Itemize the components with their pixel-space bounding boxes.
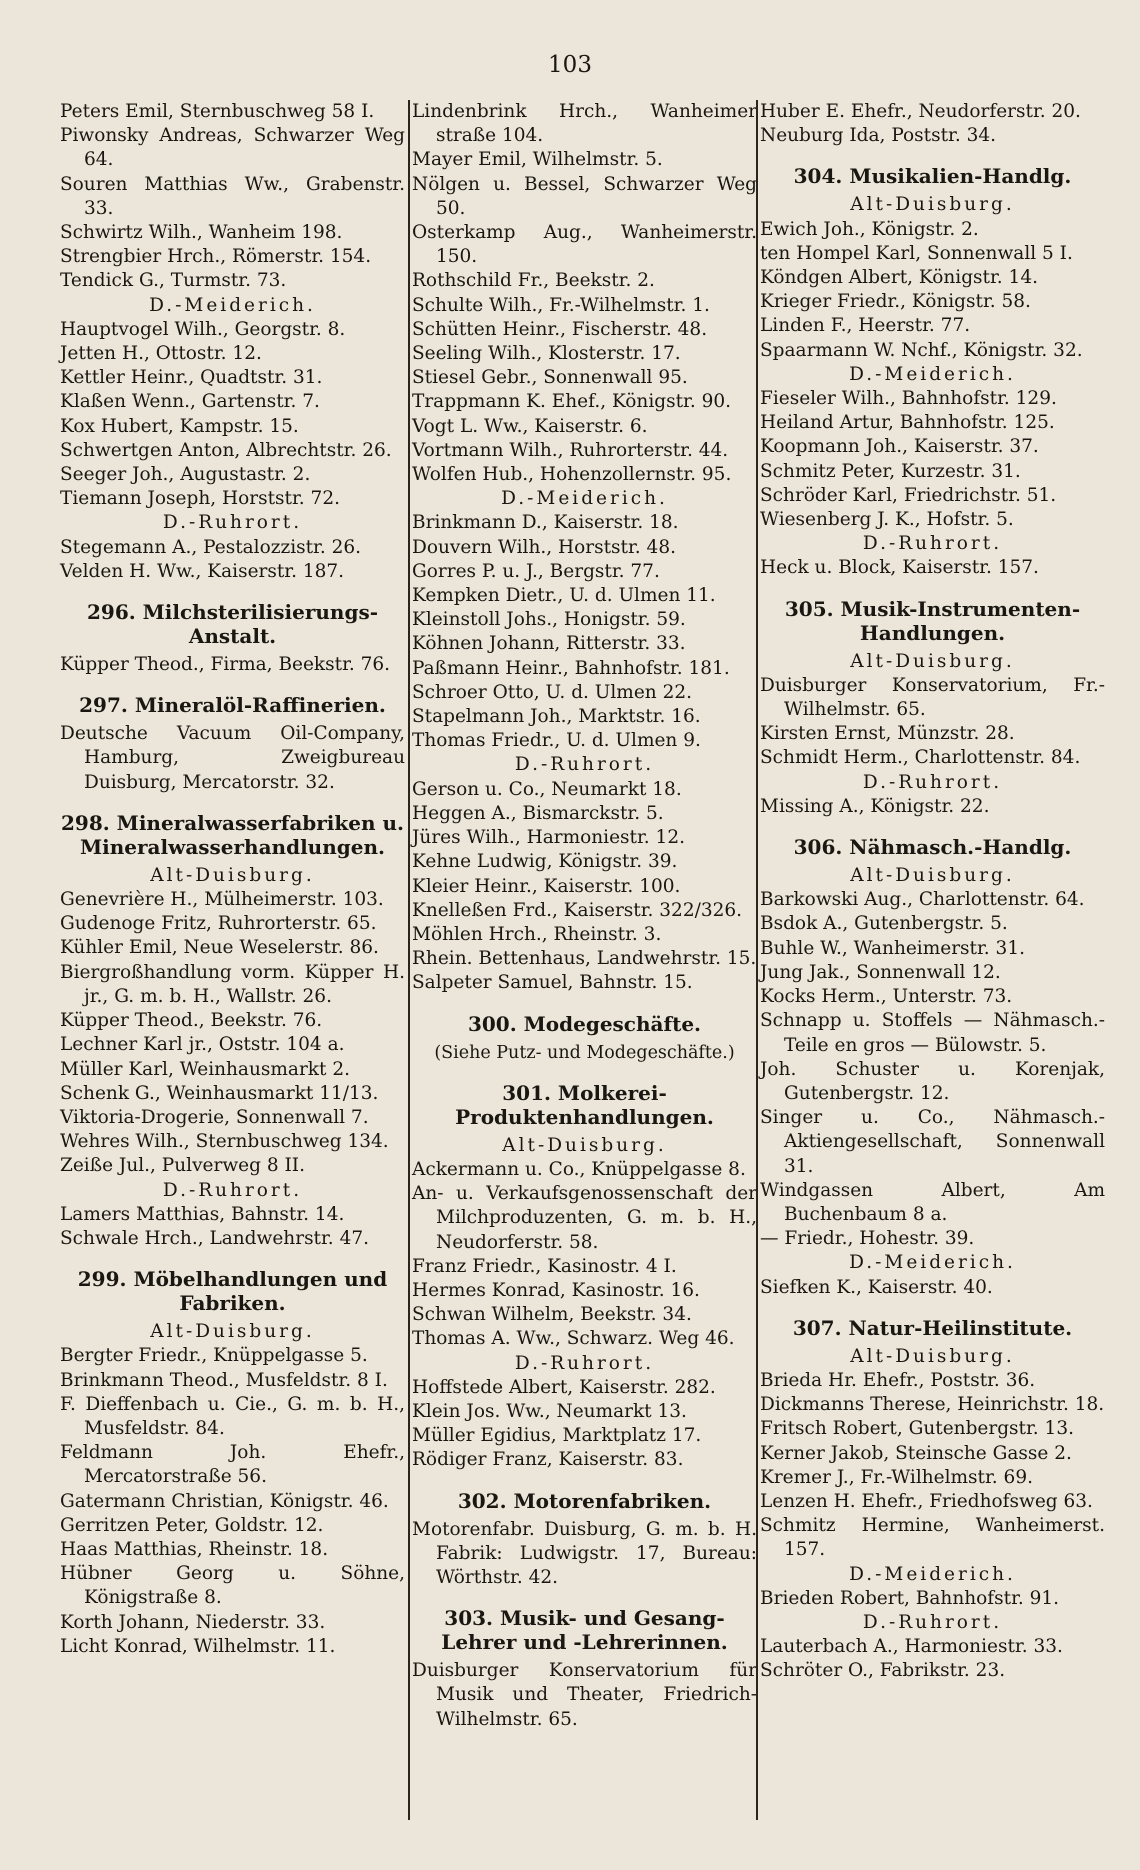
section-heading: 297. Mineralöl-Raffinerien. bbox=[79, 693, 386, 718]
directory-entry: Biergroßhandlung vorm. Küpper H. jr., G. m. b. H., Wallstr. 26. bbox=[60, 961, 405, 1007]
directory-entry: Missing A., Königstr. 22. bbox=[760, 795, 990, 817]
directory-entry: Schmitz Hermine, Wanheimerst. 157. bbox=[760, 1515, 1105, 1561]
directory-entry: Windgassen Albert, Am Buchenbaum 8 a. bbox=[760, 1179, 1105, 1225]
directory-entry: ten Hompel Karl, Sonnenwall 5 I. bbox=[760, 242, 1073, 264]
district-subheading: D.-Ruhrort. bbox=[862, 533, 1003, 555]
directory-entry: Rothschild Fr., Beekstr. 2. bbox=[412, 270, 655, 292]
district-subheading: D.-Ruhrort. bbox=[162, 1179, 303, 1201]
district-subheading: D.-Ruhrort. bbox=[162, 512, 303, 534]
district-subheading: Alt-Duisburg. bbox=[150, 1321, 315, 1343]
directory-entry: Bsdok A., Gutenbergstr. 5. bbox=[760, 913, 1008, 935]
directory-entry: Schroer Otto, U. d. Ulmen 22. bbox=[412, 681, 693, 703]
page-number: 103 bbox=[548, 52, 592, 78]
directory-entry: Ackermann u. Co., Knüppelgasse 8. bbox=[412, 1158, 746, 1180]
district-subheading: D.-Meiderich. bbox=[849, 1563, 1016, 1585]
directory-entry: Wehres Wilh., Sternbuschweg 134. bbox=[60, 1131, 389, 1153]
directory-entry: Trappmann K. Ehef., Königstr. 90. bbox=[412, 391, 732, 413]
directory-entry: Kerner Jakob, Steinsche Gasse 2. bbox=[760, 1442, 1072, 1464]
district-subheading: D.-Ruhrort. bbox=[514, 1352, 655, 1374]
directory-entry: Heiland Artur, Bahnhofstr. 125. bbox=[760, 412, 1055, 434]
directory-entry: Tiemann Joseph, Horststr. 72. bbox=[60, 488, 340, 510]
directory-entry: Küpper Theod., Beekstr. 76. bbox=[60, 1010, 323, 1032]
directory-entry: Mayer Emil, Wilhelmstr. 5. bbox=[412, 149, 663, 171]
directory-entry: Heggen A., Bismarckstr. 5. bbox=[412, 802, 664, 824]
directory-entry: Gorres P. u. J., Bergstr. 77. bbox=[412, 560, 660, 582]
directory-entry: Schenk G., Weinhausmarkt 11/13. bbox=[60, 1082, 379, 1104]
directory-entry: Osterkamp Aug., Wanheimerstr. 150. bbox=[412, 222, 757, 268]
directory-entry: Duisburger Konservatorium, Fr.-Wilhelmstr. 65. bbox=[760, 674, 1105, 721]
district-subheading: Alt-Duisburg. bbox=[150, 864, 315, 886]
directory-entry: Köndgen Albert, Königstr. 14. bbox=[760, 267, 1038, 289]
directory-entry: Hübner Georg u. Söhne, Königstraße 8. bbox=[60, 1563, 405, 1609]
directory-entry: Kocks Herm., Unterstr. 73. bbox=[760, 986, 1013, 1008]
section-heading: 306. Nähmasch.-Handlg. bbox=[793, 835, 1072, 860]
directory-entry: Schröter O., Fabrikstr. 23. bbox=[760, 1660, 1006, 1682]
directory-entry: Spaarmann W. Nchf., Königstr. 32. bbox=[760, 339, 1083, 361]
district-subheading: D.-Meiderich. bbox=[849, 1252, 1016, 1274]
section-heading: 299. Möbelhandlungen und Fabriken. bbox=[77, 1267, 388, 1316]
directory-entry: Lechner Karl jr., Oststr. 104 a. bbox=[60, 1034, 345, 1056]
section-heading: 301. Molkerei-Produktenhandlungen. bbox=[455, 1080, 714, 1129]
directory-entry: Thomas Friedr., U. d. Ulmen 9. bbox=[412, 730, 701, 752]
directory-entry: Thomas A. Ww., Schwarz. Weg 46. bbox=[412, 1328, 735, 1350]
directory-entry: Hoffstede Albert, Kaiserstr. 282. bbox=[412, 1376, 716, 1398]
directory-entry: Schwan Wilhelm, Beekstr. 34. bbox=[412, 1304, 692, 1326]
directory-entry: Krieger Friedr., Königstr. 58. bbox=[760, 291, 1031, 313]
directory-entry: Müller Egidius, Marktplatz 17. bbox=[412, 1425, 702, 1447]
district-subheading: Alt-Duisburg. bbox=[850, 1345, 1015, 1367]
column-right bbox=[760, 100, 1105, 1684]
directory-entry: Schnapp u. Stoffels — Nähmasch.-Teile en gros — Bülowstr. 5. bbox=[760, 1010, 1105, 1056]
directory-entry: Stiesel Gebr., Sonnenwall 95. bbox=[412, 367, 688, 389]
directory-entry: Licht Konrad, Wilhelmstr. 11. bbox=[60, 1635, 336, 1657]
directory-entry: Jetten H., Ottostr. 12. bbox=[60, 343, 262, 365]
directory-entry: Franz Friedr., Kasinostr. 4 I. bbox=[412, 1255, 677, 1277]
directory-entry: Peters Emil, Sternbuschweg 58 I. bbox=[60, 101, 375, 122]
directory-entry: Korth Johann, Niederstr. 33. bbox=[60, 1611, 326, 1633]
directory-entry: Vortmann Wilh., Ruhrorterstr. 44. bbox=[412, 439, 729, 461]
directory-entry: Schmidt Herm., Charlottenstr. 84. bbox=[760, 747, 1081, 769]
directory-entry: Seeger Joh., Augustastr. 2. bbox=[60, 464, 311, 486]
directory-entry: Nölgen u. Bessel, Schwarzer Weg 50. bbox=[412, 173, 757, 219]
directory-entry: Zeiße Jul., Pulverweg 8 II. bbox=[60, 1155, 305, 1177]
section-heading: 307. Natur-Heilinstitute. bbox=[792, 1315, 1073, 1340]
section-heading: 303. Musik- und Gesang-Lehrer und -Lehrerinnen. bbox=[441, 1606, 728, 1655]
directory-entry: Schröder Karl, Friedrichstr. 51. bbox=[760, 484, 1057, 506]
directory-entry: Schütten Heinr., Fischerstr. 48. bbox=[412, 318, 708, 340]
column-left bbox=[60, 100, 405, 1659]
district-subheading: D.-Meiderich. bbox=[501, 488, 668, 510]
directory-entry: — Friedr., Hohestr. 39. bbox=[760, 1228, 975, 1250]
directory-entry: Köhnen Johann, Ritterstr. 33. bbox=[412, 633, 686, 655]
directory-entry: Rödiger Franz, Kaiserstr. 83. bbox=[412, 1449, 684, 1471]
directory-entry: Douvern Wilh., Horststr. 48. bbox=[412, 536, 676, 558]
directory-entry: Linden F., Heerstr. 77. bbox=[760, 315, 971, 337]
directory-entry: Heck u. Block, Kaiserstr. 157. bbox=[760, 557, 1039, 579]
directory-entry: Huber E. Ehefr., Neudorferstr. 20. bbox=[760, 101, 1081, 122]
directory-entry: Lauterbach A., Harmoniestr. 33. bbox=[760, 1636, 1063, 1658]
directory-entry: Gerson u. Co., Neumarkt 18. bbox=[412, 778, 682, 800]
directory-entry: Brieda Hr. Ehefr., Poststr. 36. bbox=[760, 1369, 1036, 1391]
directory-entry: Duisburger Konservatorium für Musik und Theater, Friedrich-Wilhelmstr. 65. bbox=[412, 1660, 757, 1730]
directory-entry: Haas Matthias, Rheinstr. 18. bbox=[60, 1538, 329, 1560]
directory-entry: Tendick G., Turmstr. 73. bbox=[60, 270, 287, 292]
column-middle bbox=[412, 100, 757, 1732]
district-subheading: D.-Ruhrort. bbox=[862, 771, 1003, 793]
directory-entry: Feldmann Joh. Ehefr., Mercatorstraße 56. bbox=[60, 1442, 405, 1488]
directory-entry: Lindenbrink Hrch., Wanheimer straße 104. bbox=[412, 101, 757, 147]
directory-entry: Fieseler Wilh., Bahnhofstr. 129. bbox=[760, 388, 1057, 410]
section-heading: 302. Motorenfabriken. bbox=[457, 1488, 712, 1513]
directory-entry: Ewich Joh., Königstr. 2. bbox=[760, 218, 979, 240]
directory-entry: Piwonsky Andreas, Schwarzer Weg 64. bbox=[60, 125, 405, 171]
directory-entry: Knelleßen Frd., Kaiserstr. 322/326. bbox=[412, 899, 743, 921]
directory-entry: Kirsten Ernst, Münzstr. 28. bbox=[760, 723, 1015, 745]
column-divider-left bbox=[408, 100, 410, 1820]
directory-entry: Kehne Ludwig, Königstr. 39. bbox=[412, 851, 678, 873]
directory-entry: Vogt L. Ww., Kaiserstr. 6. bbox=[412, 415, 648, 437]
section-heading: 300. Modegeschäfte. bbox=[467, 1011, 702, 1036]
directory-entry: Kühler Emil, Neue Weselerstr. 86. bbox=[60, 937, 379, 959]
directory-entry: Möhlen Hrch., Rheinstr. 3. bbox=[412, 923, 662, 945]
cross-reference-note: (Siehe Putz- und Modegeschäfte.) bbox=[434, 1042, 735, 1063]
directory-entry: Brinkmann D., Kaiserstr. 18. bbox=[412, 512, 679, 534]
district-subheading: D.-Meiderich. bbox=[849, 363, 1016, 385]
directory-entry: Kox Hubert, Kampstr. 15. bbox=[60, 415, 299, 437]
directory-entry: Gatermann Christian, Königstr. 46. bbox=[60, 1490, 389, 1512]
directory-entry: Kremer J., Fr.-Wilhelmstr. 69. bbox=[760, 1466, 1033, 1488]
directory-entry: Schwirtz Wilh., Wanheim 198. bbox=[60, 222, 343, 244]
district-subheading: D.-Meiderich. bbox=[149, 294, 316, 316]
directory-entry: Klaßen Wenn., Gartenstr. 7. bbox=[60, 391, 320, 413]
directory-entry: Wiesenberg J. K., Hofstr. 5. bbox=[760, 509, 1014, 531]
directory-entry: Paßmann Heinr., Bahnhofstr. 181. bbox=[412, 657, 730, 679]
district-subheading: D.-Ruhrort. bbox=[862, 1611, 1003, 1633]
directory-entry: Gudenoge Fritz, Ruhrorterstr. 65. bbox=[60, 913, 377, 935]
section-heading: 304. Musikalien-Handlg. bbox=[793, 164, 1072, 189]
directory-entry: An- u. Verkaufsgenossenschaft der Milchproduzenten, G. m. b. H., Neudorferstr. 58. bbox=[412, 1183, 757, 1253]
directory-entry: Souren Matthias Ww., Grabenstr. 33. bbox=[60, 173, 405, 219]
directory-entry: Schwale Hrch., Landwehrstr. 47. bbox=[60, 1227, 369, 1249]
directory-entry: Seeling Wilh., Klosterstr. 17. bbox=[412, 343, 681, 365]
directory-entry: F. Dieffenbach u. Cie., G. m. b. H., Musfeldstr. 84. bbox=[60, 1393, 405, 1439]
column-divider-right bbox=[756, 100, 758, 1820]
directory-entry: Motorenfabr. Duisburg, G. m. b. H. Fabrik: Ludwigstr. 17, Bureau: Wörthstr. 42. bbox=[412, 1518, 757, 1588]
directory-entry: Siefken K., Kaiserstr. 40. bbox=[760, 1276, 993, 1298]
section-heading: 298. Mineralwasserfabriken u. Mineralwasserhandlungen. bbox=[61, 810, 404, 859]
directory-entry: Brinkmann Theod., Musfeldstr. 8 I. bbox=[60, 1369, 388, 1391]
directory-entry: Salpeter Samuel, Bahnstr. 15. bbox=[412, 972, 693, 994]
directory-entry: Kleier Heinr., Kaiserstr. 100. bbox=[412, 875, 681, 897]
directory-entry: Schulte Wilh., Fr.-Wilhelmstr. 1. bbox=[412, 294, 710, 316]
directory-entry: Küpper Theod., Firma, Beekstr. 76. bbox=[60, 654, 391, 676]
directory-entry: Strengbier Hrch., Römerstr. 154. bbox=[60, 246, 372, 268]
directory-entry: Schmitz Peter, Kurzestr. 31. bbox=[760, 460, 1021, 482]
directory-entry: Gerritzen Peter, Goldstr. 12. bbox=[60, 1514, 324, 1536]
directory-entry: Stapelmann Joh., Marktstr. 16. bbox=[412, 706, 701, 728]
district-subheading: Alt-Duisburg. bbox=[850, 865, 1015, 887]
directory-entry: Joh. Schuster u. Korenjak, Gutenbergstr. 12. bbox=[760, 1058, 1105, 1104]
directory-entry: Jüres Wilh., Harmoniestr. 12. bbox=[412, 827, 685, 849]
directory-entry: Schwertgen Anton, Albrechtstr. 26. bbox=[60, 439, 392, 461]
directory-entry: Stegemann A., Pestalozzistr. 26. bbox=[60, 536, 362, 558]
directory-entry: Müller Karl, Weinhausmarkt 2. bbox=[60, 1058, 350, 1080]
directory-entry: Buhle W., Wanheimerstr. 31. bbox=[760, 937, 1025, 959]
directory-entry: Deutsche Vacuum Oil-Company, Hamburg, Zweigbureau Duisburg, Mercatorstr. 32. bbox=[60, 723, 405, 793]
district-subheading: Alt-Duisburg. bbox=[850, 194, 1015, 216]
directory-entry: Singer u. Co., Nähmasch.-Aktiengesellschaft, Sonnenwall 31. bbox=[760, 1107, 1105, 1177]
directory-entry: Wolfen Hub., Hohenzollernstr. 95. bbox=[412, 464, 732, 486]
section-heading: 305. Musik-Instrumenten-Handlungen. bbox=[784, 596, 1081, 645]
district-subheading: D.-Ruhrort. bbox=[514, 754, 655, 776]
directory-entry: Genevrière H., Mülheimerstr. 103. bbox=[60, 889, 384, 911]
directory-entry: Velden H. Ww., Kaiserstr. 187. bbox=[60, 560, 345, 582]
directory-entry: Hermes Konrad, Kasinostr. 16. bbox=[412, 1279, 700, 1301]
directory-entry: Fritsch Robert, Gutenbergstr. 13. bbox=[760, 1418, 1074, 1440]
directory-entry: Bergter Friedr., Knüppelgasse 5. bbox=[60, 1345, 368, 1367]
directory-entry: Barkowski Aug., Charlottenstr. 64. bbox=[760, 889, 1085, 911]
district-subheading: Alt-Duisburg. bbox=[850, 650, 1015, 672]
directory-entry: Brieden Robert, Bahnhofstr. 91. bbox=[760, 1587, 1060, 1609]
directory-entry: Koopmann Joh., Kaiserstr. 37. bbox=[760, 436, 1039, 458]
directory-entry: Kempken Dietr., U. d. Ulmen 11. bbox=[412, 585, 716, 607]
directory-entry: Kettler Heinr., Quadtstr. 31. bbox=[60, 367, 323, 389]
district-subheading: Alt-Duisburg. bbox=[502, 1134, 667, 1156]
directory-entry: Neuburg Ida, Poststr. 34. bbox=[760, 125, 997, 147]
directory-entry: Viktoria-Drogerie, Sonnenwall 7. bbox=[60, 1106, 369, 1128]
directory-entry: Klein Jos. Ww., Neumarkt 13. bbox=[412, 1400, 687, 1422]
directory-entry: Jung Jak., Sonnenwall 12. bbox=[760, 961, 1001, 983]
directory-entry: Lenzen H. Ehefr., Friedhofsweg 63. bbox=[760, 1490, 1093, 1512]
directory-entry: Kleinstoll Johs., Honigstr. 59. bbox=[412, 609, 686, 631]
directory-entry: Rhein. Bettenhaus, Landwehrstr. 15. bbox=[412, 948, 757, 970]
directory-entry: Lamers Matthias, Bahnstr. 14. bbox=[60, 1203, 345, 1225]
directory-entry: Dickmanns Therese, Heinrichstr. 18. bbox=[760, 1394, 1105, 1416]
directory-entry: Hauptvogel Wilh., Georgstr. 8. bbox=[60, 318, 346, 340]
section-heading: 296. Milchsterilisierungs-Anstalt. bbox=[86, 600, 379, 649]
